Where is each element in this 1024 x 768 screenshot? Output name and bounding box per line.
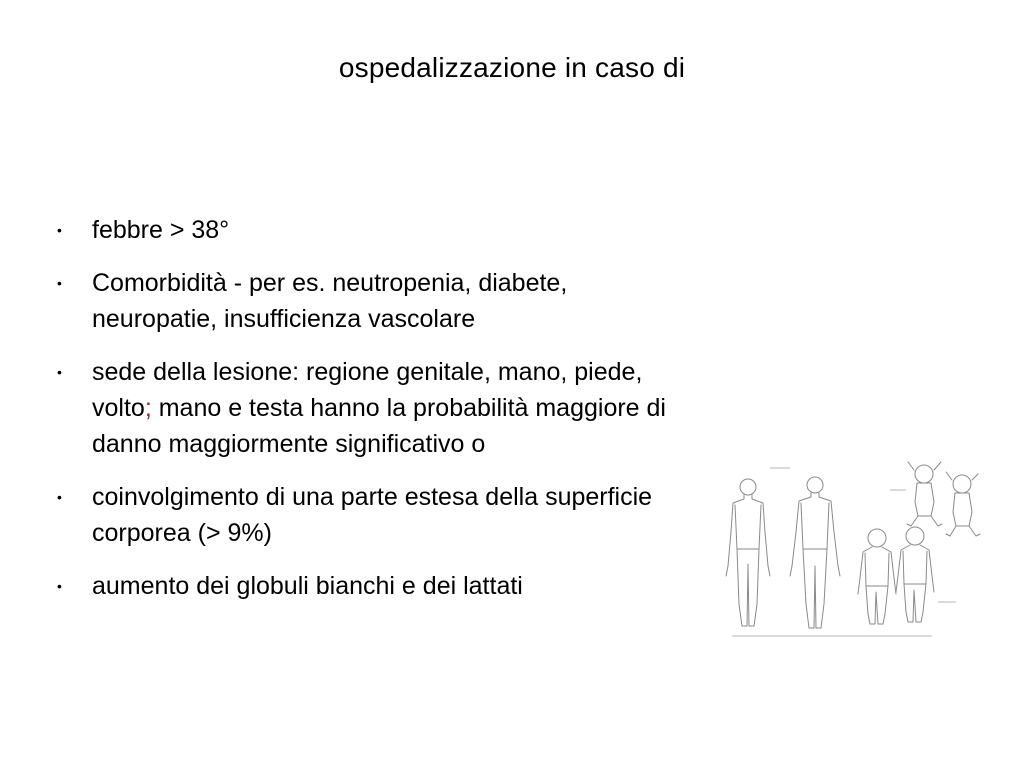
bullet-text: sede della lesione: regione genitale, mano, piede, volto <box>92 358 643 422</box>
bullet-marker: • <box>57 275 62 291</box>
bullet-marker: • <box>57 364 62 380</box>
slide-title: ospedalizzazione in caso di <box>338 52 686 83</box>
bullet-marker: • <box>57 222 62 238</box>
bullet-text: Comorbidità - per es. neutropenia, diabete, neuropatie, insufficienza vascolare <box>92 269 568 333</box>
adult-figure-front <box>726 479 770 626</box>
bullet-item-fever <box>56 212 696 248</box>
bullet-item-lesion-site <box>56 354 696 462</box>
infant-figure-back <box>946 472 980 536</box>
bullet-list <box>56 212 696 604</box>
bullet-text: coinvolgimento di una parte estesa della superficie corporea (> 9%) <box>92 483 653 547</box>
child-figure-front <box>858 529 896 624</box>
child-figure-back <box>896 527 934 622</box>
adult-figure-back <box>790 477 840 628</box>
bullet-text: aumento dei globuli bianchi e dei lattati <box>92 572 523 600</box>
bullet-text: febbre > 38° <box>92 216 230 244</box>
figure-caption-marks <box>732 468 956 636</box>
bullet-separator: ; <box>144 394 152 422</box>
bullet-item-lab-values <box>56 568 696 604</box>
bullet-text-continuation: mano e testa hanno la probabilità maggiore di danno maggiormente significativo o <box>92 394 666 458</box>
bullet-item-body-surface <box>56 479 696 551</box>
bullet-item-comorbidity <box>56 265 696 337</box>
body-surface-diagram <box>714 454 984 644</box>
bullet-marker: • <box>57 578 62 594</box>
body-figures-illustration <box>714 454 984 644</box>
infant-figure-front <box>907 462 942 526</box>
bullet-marker: • <box>57 489 62 505</box>
